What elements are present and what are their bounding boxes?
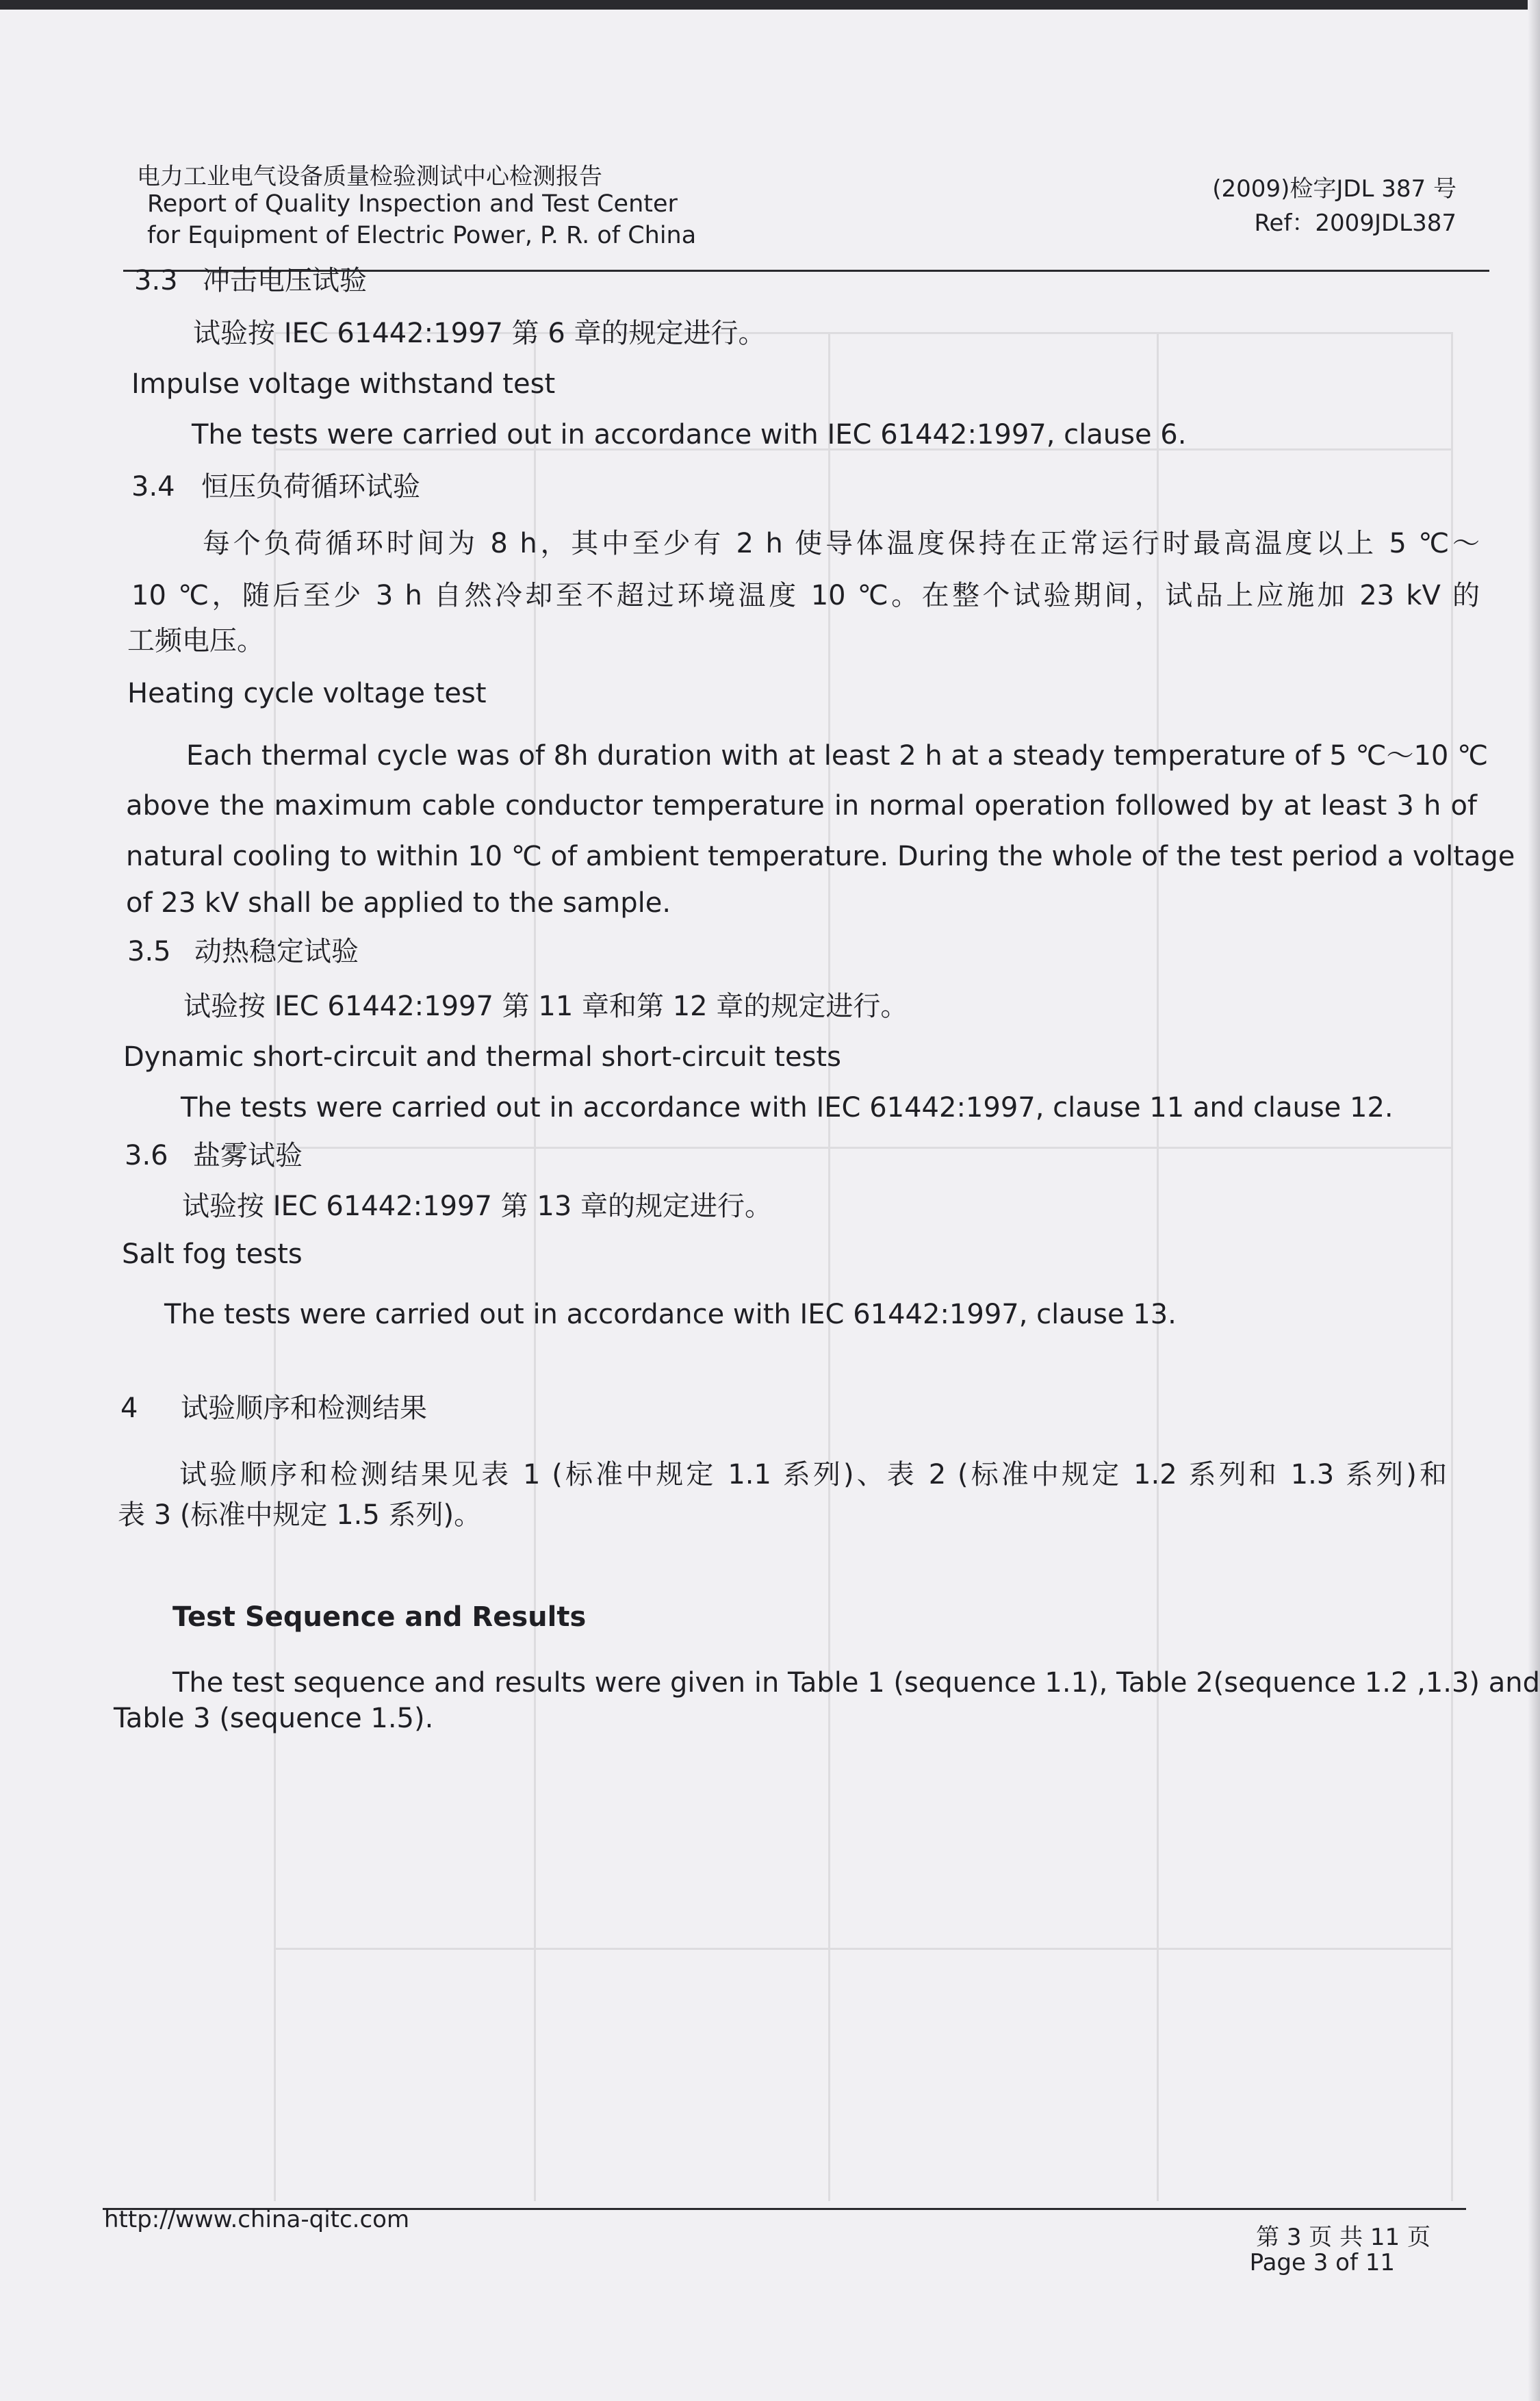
section-3-4-body-cn-line2: 10 ℃，随后至少 3 h 自然冷却至不超过环境温度 10 ℃。在整个试验期间，试品上应施加 23 kV 的 [131,580,1480,611]
section-4-number: 4 [120,1393,138,1424]
org-name-en-line1: Report of Quality Inspection and Test Center [147,190,678,218]
section-4-title-cn: 试验顺序和检测结果 [181,1393,427,1424]
section-3-3-title-en: Impulse voltage withstand test [131,368,556,400]
section-3-3-body-en: The tests were carried out in accordance with IEC 61442:1997, clause 6. [192,419,1187,450]
section-3-3-title-cn: 冲击电压试验 [203,265,367,296]
section-3-5-title-cn: 动热稳定试验 [194,936,359,967]
page-number-en: Page 3 of 11 [1249,2249,1395,2276]
section-4-body-en-line2: Table 3 (sequence 1.5). [114,1703,434,1734]
section-3-4-body-cn-line1: 每个负荷循环时间为 8 h，其中至少有 2 h 使导体温度保持在正常运行时最高温度以上 5 ℃～ [203,528,1480,559]
section-3-3-body-cn: 试验按 IEC 61442:1997 第 6 章的规定进行。 [193,318,766,349]
section-4-body-cn-line2: 表 3 (标准中规定 1.5 系列)。 [118,1499,482,1531]
section-3-6-number: 3.6 [125,1140,168,1171]
section-3-6-body-en: The tests were carried out in accordance with IEC 61442:1997, clause 13. [164,1299,1177,1330]
section-3-4-body-cn-line3: 工频电压。 [127,625,264,657]
section-3-5-body-cn: 试验按 IEC 61442:1997 第 11 章和第 12 章的规定进行。 [183,991,908,1022]
section-3-4-body-en-line2: above the maximum cable conductor temperature in normal operation followed by at least 3 h of [126,790,1477,822]
section-3-5-body-en: The tests were carried out in accordance with IEC 61442:1997, clause 11 and clause 12. [181,1092,1394,1123]
section-3-5-number: 3.5 [127,936,171,967]
section-4-title-en: Test Sequence and Results [172,1601,587,1633]
section-3-6-title-en: Salt fog tests [122,1238,303,1270]
section-3-4-title-cn: 恒压负荷循环试验 [201,471,420,503]
section-3-5-title-en: Dynamic short-circuit and thermal short-circuit tests [123,1041,841,1073]
page-number-cn: 第 3 页 共 11 页 [1256,2224,1430,2251]
org-name-cn: 电力工业电气设备质量检验测试中心检测报告 [137,163,602,190]
org-name-en-line2: for Equipment of Electric Power, P. R. of China [147,222,697,249]
section-3-4-body-en-line3: natural cooling to within 10 ℃ of ambient temperature. During the whole of the test period a voltage [126,841,1515,872]
section-3-4-body-en-line1: Each thermal cycle was of 8h duration with at least 2 h at a steady temperature of 5 ℃～10 ℃ [186,740,1489,772]
section-4-body-cn-line1: 试验顺序和检测结果见表 1 (标准中规定 1.1 系列)、表 2 (标准中规定 1.2 系列和 1.3 系列)和 [179,1459,1447,1490]
section-3-6-title-cn: 盐雾试验 [193,1140,303,1171]
section-3-4-title-en: Heating cycle voltage test [127,678,487,709]
scan-shadow [1528,0,1540,2401]
report-number-cn: (2009)检字JDL 387 号 [1212,175,1456,203]
section-3-6-body-cn: 试验按 IEC 61442:1997 第 13 章的规定进行。 [182,1191,772,1222]
section-4-body-en-line1: The test sequence and results were given in Table 1 (sequence 1.1), Table 2(sequence 1.2 ,1.3) and [172,1667,1540,1699]
scan-edge [0,0,1540,10]
section-3-3-number: 3.3 [134,265,178,296]
section-3-4-number: 3.4 [131,471,175,503]
report-number-en: Ref：2009JDL387 [1254,209,1456,237]
section-3-4-body-en-line4: of 23 kV shall be applied to the sample. [126,887,671,919]
footer-website: http://www.china-qitc.com [104,2206,410,2233]
